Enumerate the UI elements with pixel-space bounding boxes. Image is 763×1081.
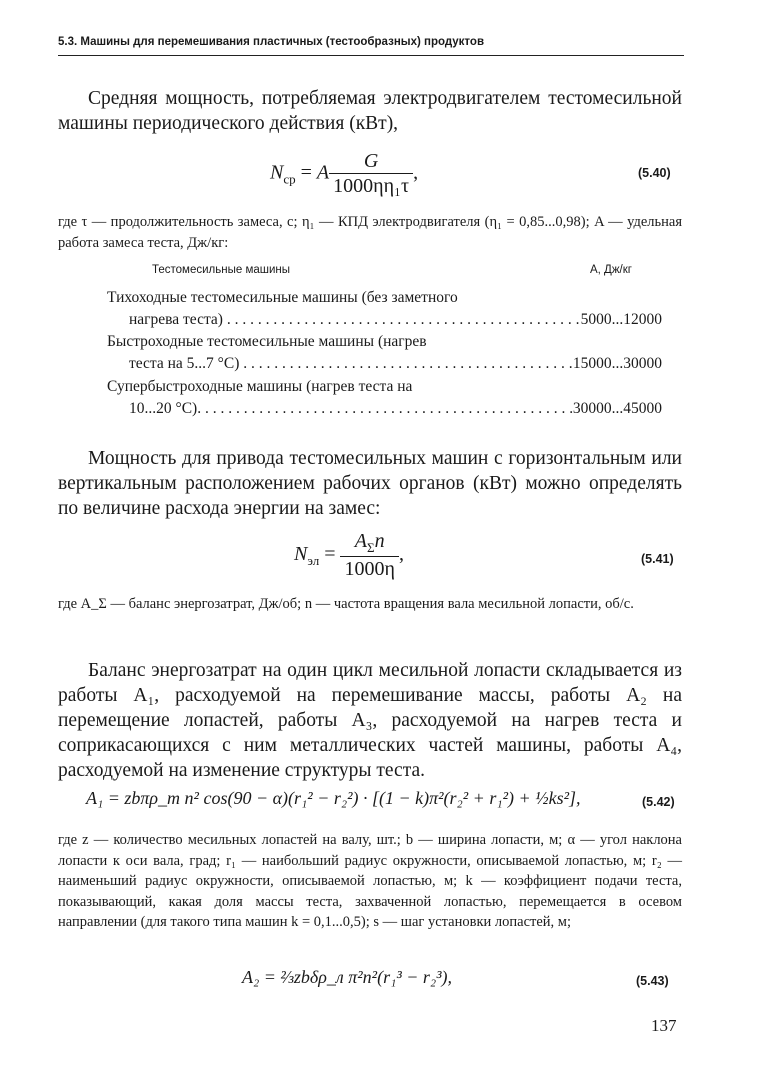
paragraph-where-z: где z — количество месильных лопастей на валу, шт.; b — ширина лопасти, м; α — угол наклона лопасти к оси вала, град; r₁ — наибольший радиус окружности, описываемой лопастью, м; r₂ — наименьший радиус окружности, описываемой лопастью, м; k — коэффициент подачи теста, показывающий, какая доля массы теста, захваченной лопастью, перемещается в осевом направлении (для такого типа машин k = 0,1...0,5); s — шаг установки лопастей, м; <box>58 832 682 930</box>
paragraph-energy-balance: Баланс энергозатрат на один цикл месильной лопасти складывается из работы A₁, расходуемой на перемешивание массы, работы A₂ на перемещение лопастей, работы A₃, расходуемой на нагрев теста и соприкасающихся с ним металлических частей машины, работы A₄, расходуемой на изменение структуры теста. <box>58 660 682 781</box>
table-row-value: 5000...12000 <box>580 311 662 328</box>
formula-denominator: 1000η <box>340 556 398 581</box>
formula-denominator: 1000ηη₁τ <box>329 173 413 198</box>
table-row-title: Тихоходные тестомесильные машины (без заметного <box>107 289 458 306</box>
formula-lhs-sub: эл <box>307 553 320 569</box>
table-row-subtitle: теста на 5...7 °С) . . . <box>129 353 573 375</box>
paragraph-where-balance: где A_Σ — баланс энергозатрат, Дж/об; n — частота вращения вала месильной лопасти, об/с. <box>58 596 634 612</box>
formula-comma: , <box>398 543 404 566</box>
formula-5-41 <box>294 530 404 581</box>
table-row-subtitle: нагрева теста) . . . <box>129 309 581 331</box>
formula-numerator: A <box>354 530 368 552</box>
formula-lhs-sub: ср <box>283 171 296 187</box>
formula-5-43: A₂ = ⅔zbδρ_л π²n²(r₁³ − r₂³), <box>242 967 453 987</box>
table-header-work: A, Дж/кг <box>590 264 632 276</box>
table-row-value: 30000...45000 <box>572 400 662 417</box>
formula-comma: , <box>413 161 419 184</box>
table-row-value: 15000...30000 <box>572 355 662 372</box>
table-row <box>107 376 662 420</box>
formula-5-42: A₁ = zbπρ_т n² cos(90 − α)(r₁² − r₂²) · [(1 − k)π²(r₂² + r₁²) + ½ks²], <box>86 788 581 808</box>
formula-eq-sign: = <box>324 543 336 566</box>
table-row-title: Быстроходные тестомесильные машины (нагрев <box>107 333 427 350</box>
formula-eq-sign: = <box>300 161 312 184</box>
formula-coef: A <box>316 161 330 184</box>
formula-numerator-sub: Σ <box>367 540 375 555</box>
paragraph-where-tau: где τ — продолжительность замеса, с; η₁ — КПД электродвигателя (η₁ = 0,85...0,98); A — удельная работа замеса теста, Дж/кг: <box>58 214 682 251</box>
paragraph-drive-power: Мощность для привода тестомесильных машин с горизонтальным или вертикальным расположением рабочих органов (кВт) можно определять по величине расхода энергии на замес: <box>58 448 682 519</box>
page-number: 137 <box>651 1016 677 1035</box>
table-row-title: Супербыстроходные машины (нагрев теста на <box>107 378 413 395</box>
formula-5-40 <box>270 150 418 198</box>
formula-numerator-n: n <box>374 530 385 552</box>
formula-fraction <box>340 530 398 581</box>
equation-number: (5.40) <box>638 166 671 180</box>
equation-number: (5.41) <box>641 552 674 566</box>
formula-lhs: N <box>270 161 284 184</box>
table-row <box>107 331 662 375</box>
table-row-subtitle: 10...20 °С). . . . <box>129 398 573 420</box>
running-header: 5.3. Машины для перемешивания пластичных (тестообразных) продуктов <box>58 36 485 48</box>
formula-lhs: N <box>294 543 308 566</box>
table-header-machines: Тестомесильные машины <box>152 264 291 276</box>
formula-numerator: G <box>363 150 379 172</box>
header-rule <box>58 55 684 56</box>
table-row <box>107 287 662 331</box>
formula-fraction <box>329 150 413 198</box>
equation-number: (5.42) <box>642 795 675 809</box>
equation-number: (5.43) <box>636 974 669 988</box>
paragraph-average-power: Средняя мощность, потребляемая электродвигателем тестомесильной машины периодического действия (кВт), <box>58 88 682 134</box>
